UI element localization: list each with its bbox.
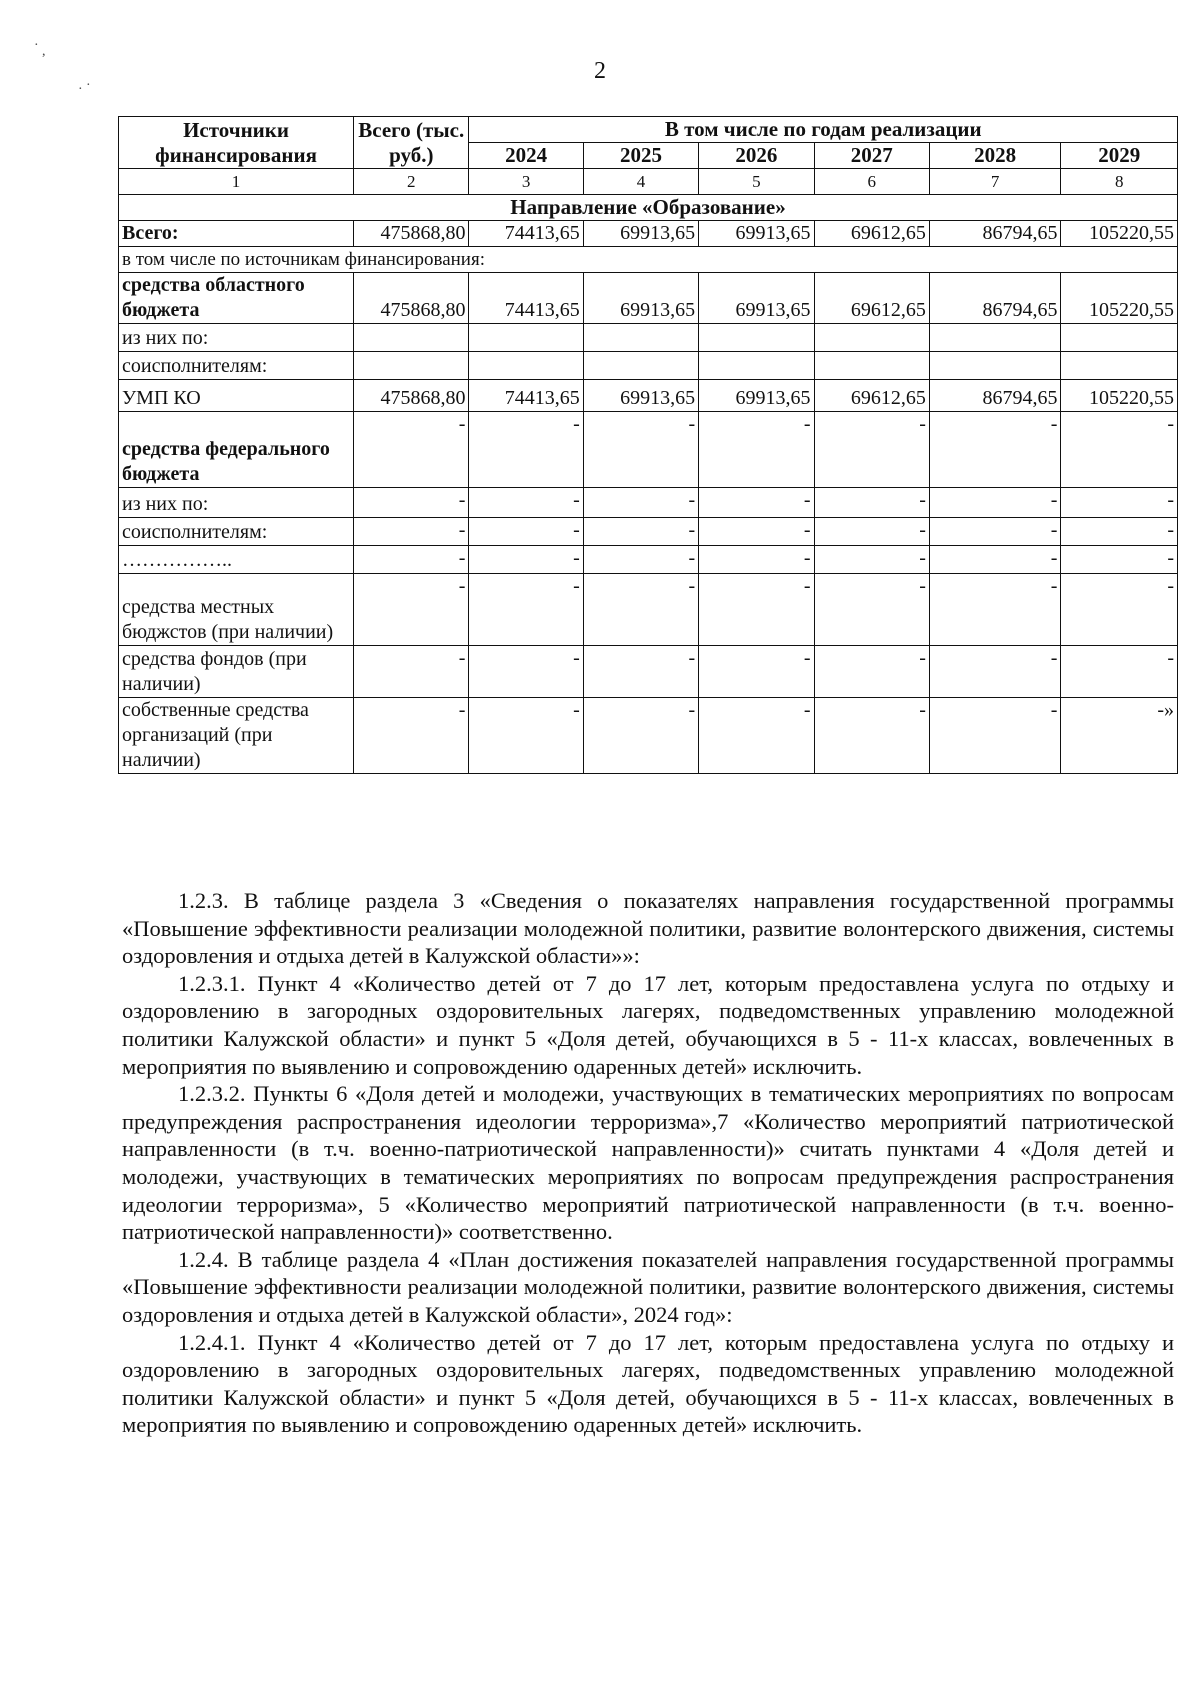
table-cell: - <box>699 488 814 518</box>
table-cell: - <box>469 698 583 774</box>
table-cell: - <box>929 518 1061 546</box>
table-cell <box>699 324 814 352</box>
header-by-years: В том числе по годам реализации <box>469 117 1178 143</box>
column-index: 4 <box>583 169 698 195</box>
row-label: соисполнителям: <box>119 352 354 380</box>
table-cell: -» <box>1061 698 1178 774</box>
table-cell: 86794,65 <box>929 273 1061 324</box>
table-cell <box>1061 324 1178 352</box>
table-cell: - <box>354 574 469 646</box>
table-cell: - <box>469 646 583 698</box>
table-cell: - <box>469 518 583 546</box>
column-index: 7 <box>929 169 1061 195</box>
table-cell: - <box>699 698 814 774</box>
table-cell: - <box>583 412 698 488</box>
row-label: из них по: <box>119 488 354 518</box>
table-cell <box>929 352 1061 380</box>
table-cell: 74413,65 <box>469 273 583 324</box>
header-sources: Источники финансирования <box>119 117 354 169</box>
table-cell: - <box>1061 646 1178 698</box>
table-cell: 475868,80 <box>354 273 469 324</box>
paragraph: 1.2.3.1. Пункт 4 «Количество детей от 7 до 17 лет, которым предоставлена услуга по отдыху и оздоровлению в загородных оздоровительных лагерях, подведомственных управлению молодежной политики Калужской области» и пункт 5 «Доля детей, обучающихся в 5 - 11-х классах, вовлеченных в мероприятия по выявлению и сопровождению одаренных детей» исключить. <box>122 970 1174 1079</box>
table-cell: - <box>354 412 469 488</box>
table-row <box>119 247 1178 273</box>
table-cell: - <box>814 698 929 774</box>
table-cell <box>583 352 698 380</box>
table-cell: - <box>583 518 698 546</box>
table-cell: - <box>699 518 814 546</box>
table-cell: - <box>699 574 814 646</box>
table-cell: 69913,65 <box>583 273 698 324</box>
table-cell: - <box>929 412 1061 488</box>
row-label: собственные средства организаций (при наличии) <box>119 698 354 774</box>
paragraph: 1.2.4. В таблице раздела 4 «План достижения показателей направления государственной программы «Повышение эффективности реализации молодежной политики, развитие волонтерского движения, системы оздоровления и отдыха детей в Калужской области», 2024 год»: <box>122 1246 1174 1327</box>
table-cell: - <box>814 412 929 488</box>
body-text <box>122 887 1174 1439</box>
header-total: Всего (тыс. руб.) <box>354 117 469 169</box>
paragraph: 1.2.4.1. Пункт 4 «Количество детей от 7 до 17 лет, которым предоставлена услуга по отдыху и оздоровлению в загородных оздоровительных лагерях, подведомственных управлению молодежной политики Калужской области» и пункт 5 «Доля детей, обучающихся в 5 - 11-х классах, вовлеченных в мероприятия по выявлению и сопровождению одаренных детей» исключить. <box>122 1329 1174 1438</box>
table-cell: - <box>469 488 583 518</box>
column-index: 5 <box>699 169 814 195</box>
table-cell: 69913,65 <box>699 380 814 412</box>
paragraph: 1.2.3.2. Пункты 6 «Доля детей и молодежи, участвующих в тематических мероприятиях по вопросам предупреждения распространения идеологии терроризма»,7 «Количество мероприятий патриотической направленности (в т.ч. военно-патриотической направленности)» считать пунктами 4 «Доля детей и молодежи, участвующих в тематических мероприятиях по вопросам предупреждения распространения идеологии терроризма», 5 «Количество мероприятий патриотической направленности (в т.ч. военно-патриотической направленности)» соответственно. <box>122 1081 1174 1245</box>
direction-row <box>119 195 1178 221</box>
table-cell: - <box>583 646 698 698</box>
table-cell: 69913,65 <box>699 221 814 247</box>
table-cell: 69612,65 <box>814 221 929 247</box>
page-number: 2 <box>594 58 606 84</box>
table-row <box>119 488 1178 518</box>
table-cell: - <box>814 488 929 518</box>
table-cell: 69913,65 <box>699 273 814 324</box>
table-cell: - <box>814 518 929 546</box>
column-index: 3 <box>469 169 583 195</box>
table-cell: 105220,55 <box>1061 380 1178 412</box>
header-year: 2025 <box>583 143 698 169</box>
scan-speck: · <box>86 78 91 93</box>
table-cell <box>469 352 583 380</box>
table-cell: - <box>583 698 698 774</box>
table-cell: - <box>1061 546 1178 574</box>
table-cell: 74413,65 <box>469 221 583 247</box>
table-cell: - <box>699 412 814 488</box>
row-label: средства местных бюджстов (при наличии) <box>119 574 354 646</box>
table-cell: - <box>354 546 469 574</box>
table-row <box>119 273 1178 324</box>
row-label: Всего: <box>119 221 354 247</box>
scan-speck: , <box>42 44 46 59</box>
row-label: средства областного бюджета <box>119 273 354 324</box>
table-cell: - <box>583 546 698 574</box>
row-label: из них по: <box>119 324 354 352</box>
table-cell: - <box>354 488 469 518</box>
table-cell <box>814 324 929 352</box>
row-label: средства фондов (при наличии) <box>119 646 354 698</box>
table-row <box>119 574 1178 646</box>
table-cell: - <box>929 574 1061 646</box>
table-cell: - <box>814 646 929 698</box>
table-cell <box>354 324 469 352</box>
table-cell: - <box>814 546 929 574</box>
table-cell <box>814 352 929 380</box>
table-row <box>119 380 1178 412</box>
table-cell: - <box>929 546 1061 574</box>
table-cell: - <box>1061 518 1178 546</box>
column-index: 6 <box>814 169 929 195</box>
table-cell <box>1061 352 1178 380</box>
table-row <box>119 518 1178 546</box>
table-cell <box>583 324 698 352</box>
row-label: средства федерального бюджета <box>119 412 354 488</box>
table-cell: - <box>354 646 469 698</box>
column-index-row <box>119 169 1178 195</box>
scan-speck: · <box>78 82 83 97</box>
header-year: 2024 <box>469 143 583 169</box>
table-cell: - <box>929 646 1061 698</box>
table-cell: 69913,65 <box>583 380 698 412</box>
table-cell: - <box>354 518 469 546</box>
table-cell: - <box>1061 574 1178 646</box>
table-cell <box>929 324 1061 352</box>
header-year: 2026 <box>699 143 814 169</box>
paragraph: 1.2.3. В таблице раздела 3 «Сведения о показателях направления государственной программы «Повышение эффективности реализации молодежной политики, развитие волонтерского движения, системы оздоровления и отдыха детей в Калужской области»»: <box>122 888 1174 969</box>
column-index: 2 <box>354 169 469 195</box>
row-label: УМП КО <box>119 380 354 412</box>
table-cell: - <box>929 698 1061 774</box>
table-cell <box>699 352 814 380</box>
table-cell: 69612,65 <box>814 273 929 324</box>
table-cell: 475868,80 <box>354 221 469 247</box>
table-row <box>119 698 1178 774</box>
table-row <box>119 221 1178 247</box>
table-row <box>119 324 1178 352</box>
header-year: 2029 <box>1061 143 1178 169</box>
table-cell: - <box>929 488 1061 518</box>
table-cell: - <box>699 646 814 698</box>
table-cell <box>354 352 469 380</box>
table-cell: - <box>583 488 698 518</box>
table-cell: 86794,65 <box>929 221 1061 247</box>
table-cell: - <box>354 698 469 774</box>
table-cell: - <box>1061 412 1178 488</box>
column-index: 8 <box>1061 169 1178 195</box>
scan-speck: · <box>34 38 39 53</box>
table-cell: 105220,55 <box>1061 221 1178 247</box>
table-cell: 86794,65 <box>929 380 1061 412</box>
table-cell: - <box>1061 488 1178 518</box>
table-cell: - <box>469 412 583 488</box>
header-year: 2027 <box>814 143 929 169</box>
table-cell: - <box>469 546 583 574</box>
direction-title: Направление «Образование» <box>119 195 1178 221</box>
financing-table <box>118 116 1178 774</box>
table-cell: 105220,55 <box>1061 273 1178 324</box>
table-row <box>119 546 1178 574</box>
table-cell: 69913,65 <box>583 221 698 247</box>
table-cell: 475868,80 <box>354 380 469 412</box>
row-label: соисполнителям: <box>119 518 354 546</box>
table-cell: - <box>699 546 814 574</box>
table-cell: - <box>583 574 698 646</box>
table-cell: 69612,65 <box>814 380 929 412</box>
header-year: 2028 <box>929 143 1061 169</box>
table-cell <box>469 324 583 352</box>
row-label: в том числе по источникам финансирования: <box>119 247 1178 273</box>
column-index: 1 <box>119 169 354 195</box>
table-cell: 74413,65 <box>469 380 583 412</box>
table-row <box>119 646 1178 698</box>
row-label: …………….. <box>119 546 354 574</box>
table-cell: - <box>469 574 583 646</box>
table-cell: - <box>814 574 929 646</box>
table-row <box>119 412 1178 488</box>
table-row <box>119 352 1178 380</box>
